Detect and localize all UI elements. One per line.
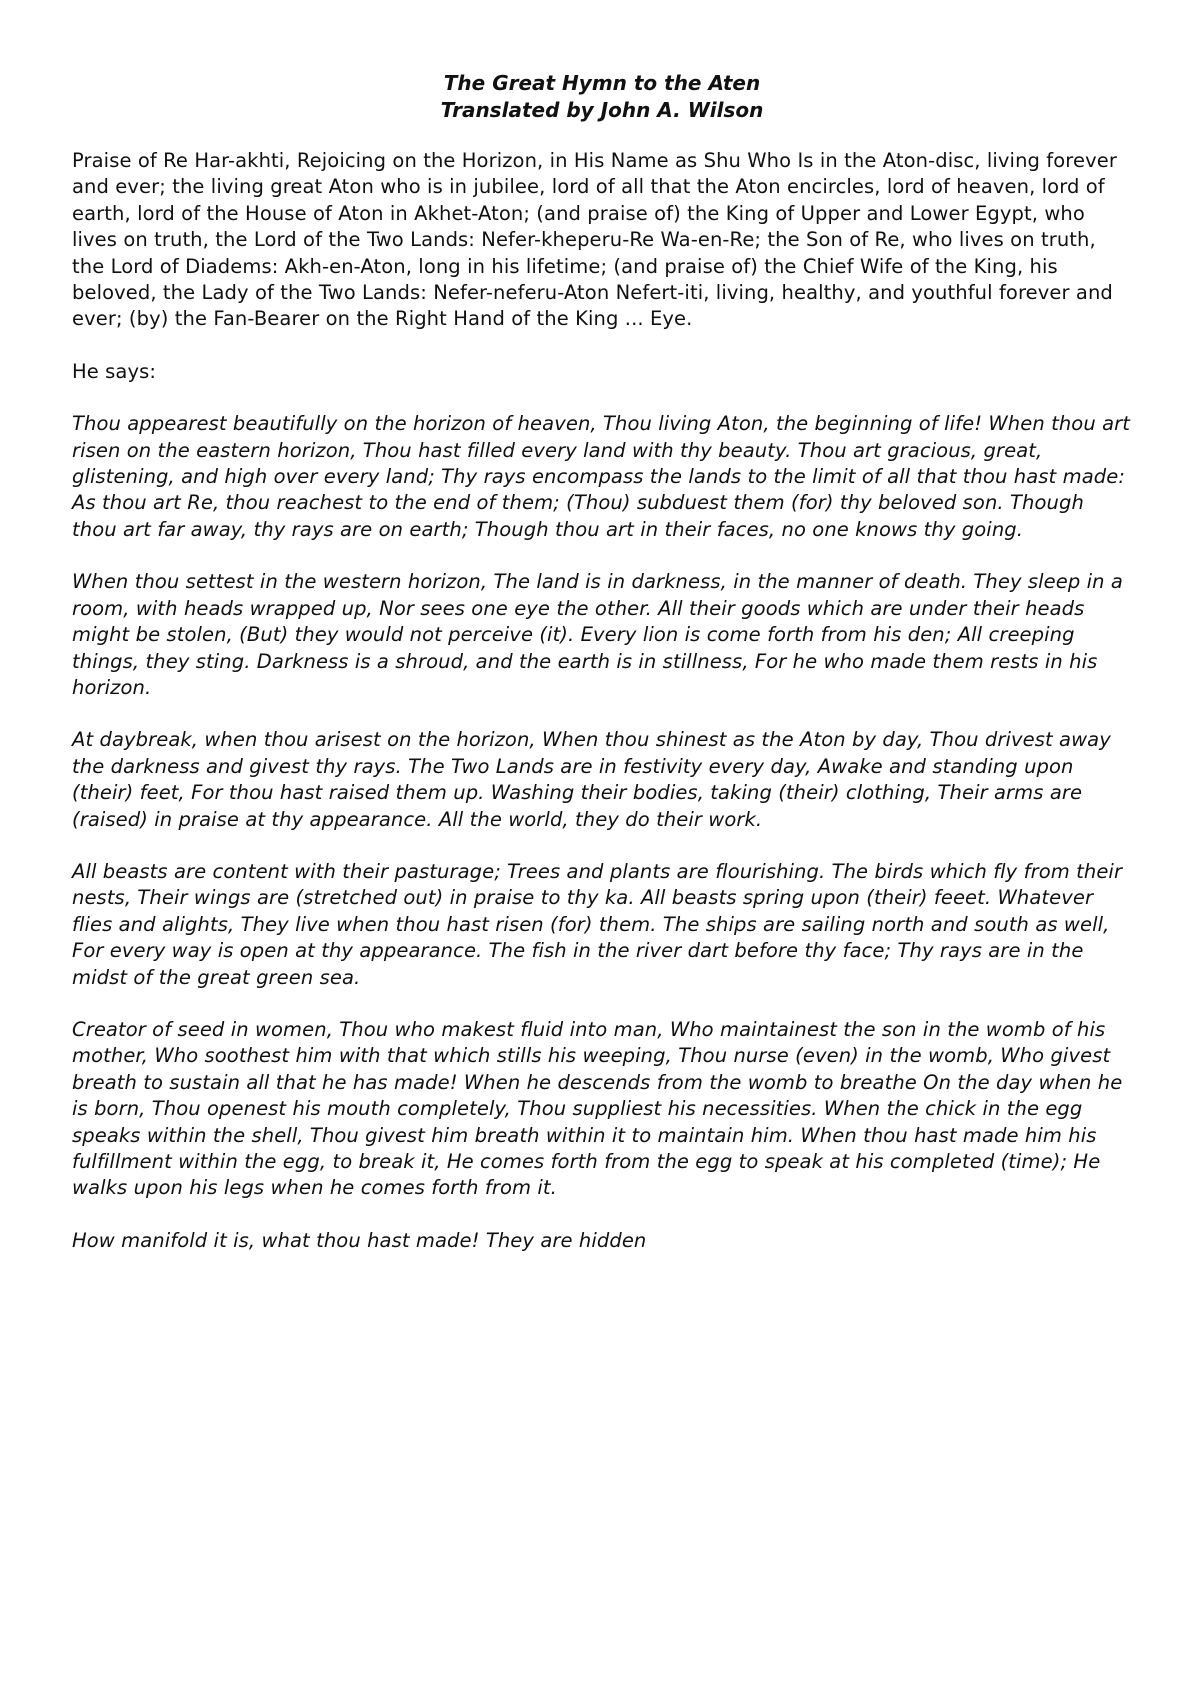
stanza-paragraph: All beasts are content with their pasturage; Trees and plants are flourishing. The birds which fly from their nests, Their wings are (stretched out) in praise to thy ka. All beasts spring upon (their) feeet. Whatever flies and alights, They live when thou hast risen (for) them. The ships are sailing north and south as well, For every way is open at thy appearance. The fish in the river dart before thy face; Thy rays are in the midst of the great green sea. (72, 859, 1123, 989)
stanza-paragraph: How manifold it is, what thou hast made! They are hidden (72, 1228, 647, 1252)
document-subtitle: Translated by John A. Wilson (440, 98, 764, 122)
intro-paragraph: Praise of Re Har-akhti, Rejoicing on the Horizon, in His Name as Shu Who Is in the Aton-disc, living forever and ever; the living great Aton who is in jubilee, lord of all that the Aton encircles, lord of heaven, lord of earth, lord of the House of Aton in Akhet-Aton; (and praise of) the King of Upper and Lower Egypt, who lives on truth, the Lord of the Two Lands: Nefer-kheperu-Re Wa-en-Re; the Son of Re, who lives on truth, the Lord of Diadems: Akh-en-Aton, long in his lifetime; (and praise of) the Chief Wife of the King, his beloved, the Lady of the Two Lands: Nefer-neferu-Aton Nefert-iti, living, healthy, and youthful forever and ever; (by) the Fan-Bearer on the Right Hand of the King ... Eye. (72, 149, 1117, 331)
stanza-paragraph: Thou appearest beautifully on the horizon of heaven, Thou living Aton, the beginning of life! When thou art risen on the eastern horizon, Thou hast filled every land with thy beauty. Thou art gracious, great, glistening, and high over every land; Thy rays encompass the lands to the limit of all that thou hast made: As thou art Re, thou reachest to the end of them; (Thou) subduest them (for) thy beloved son. Though thou art far away, thy rays are on earth; Though thou art in their faces, no one knows thy going. (72, 412, 1131, 541)
document-title: The Great Hymn to the Aten (443, 71, 761, 95)
stanza-paragraph: Creator of seed in women, Thou who makest fluid into man, Who maintainest the son in the womb of his mother, Who soothest him with that which stills his weeping, Thou nurse (even) in the womb, Who givest breath to sustain all that he has made! When he descends from the womb to breathe On the day when he is born, Thou openest his mouth completely, Thou suppliest his necessities. When the chick in the egg speaks within the shell, Thou givest him breath within it to maintain him. When thou hast made him his fulfillment within the egg, to break it, He comes forth from the egg to speak at his completed (time); He walks upon his legs when he comes forth from it. (72, 1017, 1123, 1200)
document-page (72, 70, 1132, 1280)
stanza-paragraph: At daybreak, when thou arisest on the horizon, When thou shinest as the Aton by day, Thou drivest away the darkness and givest thy rays. The Two Lands are in festivity every day, Awake and standing upon (their) feet, For thou hast raised them up. Washing their bodies, taking (their) clothing, Their arms are (raised) in praise at thy appearance. All the world, they do their work. (72, 728, 1111, 831)
stanza-paragraph: When thou settest in the western horizon, The land is in darkness, in the manner of death. They sleep in a room, with heads wrapped up, Nor sees one eye the other. All their goods which are under their heads might be stolen, (But) they would not perceive (it). Every lion is come forth from his den; All creeping things, they sting. Darkness is a shroud, and the earth is in stillness, For he who made them rests in his horizon. (72, 570, 1123, 699)
he-says-paragraph: He says: (72, 359, 157, 383)
title-block (72, 70, 1132, 124)
